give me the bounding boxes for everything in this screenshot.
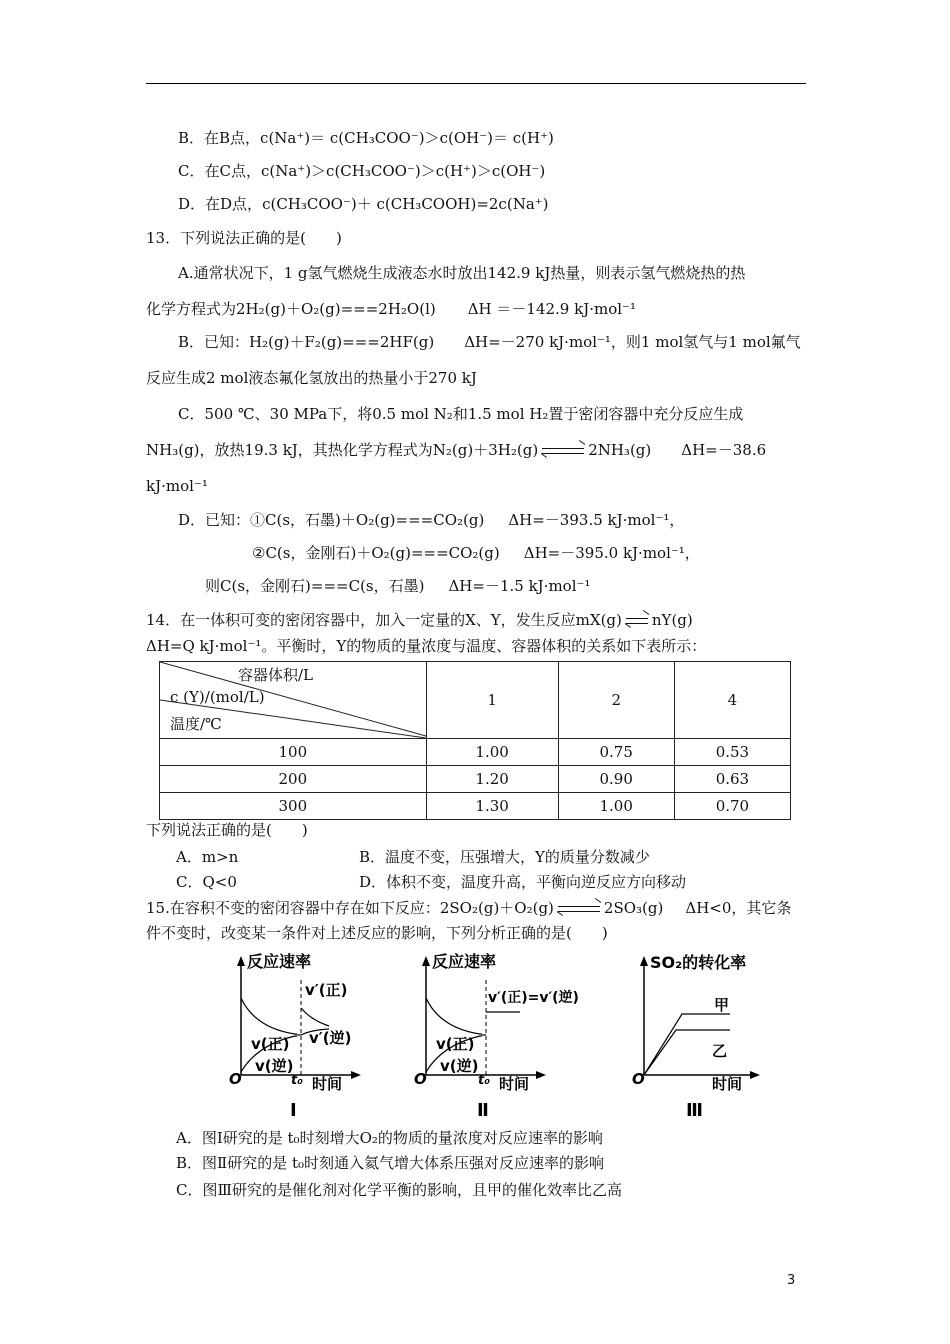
col-header: 4 xyxy=(674,662,790,739)
q13-option-c-line3: kJ·mol⁻¹ xyxy=(146,477,208,495)
q12-option-b: B．在B点，c(Na⁺)＝ c(CH₃COO⁻)＞c(OH⁻)＝ c(H⁺) xyxy=(178,129,554,147)
col-header: 1 xyxy=(426,662,558,739)
q13-option-d-line3: 则C(s，金刚石)===C(s，石墨) ΔH=－1.5 kJ·mol⁻¹ xyxy=(205,577,591,595)
fig3-ylabel: SO₂的转化率 xyxy=(650,953,747,972)
fig1-v-forward: v(正) xyxy=(251,1035,290,1053)
fig2-number: Ⅱ xyxy=(477,1100,489,1120)
table-cell: 1.20 xyxy=(426,766,558,793)
q13-option-a-line2: 化学方程式为2H₂(g)＋O₂(g)===2H₂O(l) ΔH ＝－142.9 kJ·mol⁻¹ xyxy=(146,300,636,318)
fig1-v-reverse: v(逆) xyxy=(255,1057,294,1075)
table-cell: 0.63 xyxy=(674,766,790,793)
q14-option-d: D．体积不变，温度升高，平衡向逆反应方向移动 xyxy=(359,873,687,891)
fig3-origin: O xyxy=(632,1070,645,1088)
q14-option-a: A．m>n xyxy=(176,848,239,866)
figure-1 xyxy=(225,950,400,1120)
table-cell: 1.00 xyxy=(558,793,674,820)
row-temp: 100 xyxy=(160,739,427,766)
q15-stem-line1: 15.在容积不变的密闭容器中存在如下反应：2SO₂(g)＋O₂(g) 2SO₃(g) ΔH<0，其它条 xyxy=(146,899,792,917)
row-temp: 300 xyxy=(160,793,427,820)
fig1-t0: t₀ xyxy=(291,1073,303,1088)
q13-option-a-line1: A.通常状况下，1 g氢气燃烧生成液态水时放出142.9 kJ热量，则表示氢气燃烧热的热 xyxy=(178,264,746,282)
q15-option-b: B．图Ⅱ研究的是 t₀时刻通入氦气增大体系压强对反应速率的影响 xyxy=(176,1154,605,1172)
equilibrium-arrow-icon xyxy=(626,615,648,627)
fig2-xlabel: 时间 xyxy=(499,1075,530,1093)
fig2-origin: O xyxy=(414,1070,427,1088)
fig1-origin: O xyxy=(229,1070,242,1088)
fig2-vprime-equal: v′(正)=v′(逆) xyxy=(488,990,579,1006)
q14-stem-line2: ΔH=Q kJ·mol⁻¹。平衡时，Y的物质的量浓度与温度、容器体积的关系如下表所示： xyxy=(146,637,707,655)
table-row xyxy=(160,793,791,820)
table-cell: 0.53 xyxy=(674,739,790,766)
q13-option-b-line2: 反应生成2 mol液态氟化氢放出的热量小于270 kJ xyxy=(146,369,477,387)
equilibrium-arrow-icon xyxy=(558,903,600,915)
figure-3 xyxy=(630,950,780,1120)
table-cell: 0.90 xyxy=(558,766,674,793)
header-rule xyxy=(146,83,806,84)
q13-stem: 13．下列说法正确的是( ) xyxy=(146,229,342,247)
table-row xyxy=(160,766,791,793)
q15-stem-line2: 件不变时，改变某一条件对上述反应的影响，下列分析正确的是( ) xyxy=(146,924,608,942)
figure-2 xyxy=(410,950,580,1120)
q15-option-c: C．图Ⅲ研究的是催化剂对化学平衡的影响，且甲的催化效率比乙高 xyxy=(176,1181,622,1199)
fig2-t0: t₀ xyxy=(478,1073,490,1088)
row-temp: 200 xyxy=(160,766,427,793)
table-cell: 1.00 xyxy=(426,739,558,766)
concentration-table xyxy=(159,661,791,820)
q14-option-b: B．温度不变，压强增大，Y的质量分数减少 xyxy=(359,848,650,866)
page-number: 3 xyxy=(787,1273,796,1288)
q13-option-b-line1: B．已知：H₂(g)＋F₂(g)===2HF(g) ΔH=－270 kJ·mol⁻¹，则1 mol氢气与1 mol氟气 xyxy=(178,333,801,351)
equilibrium-arrow-icon xyxy=(542,445,584,457)
table-cell: 1.30 xyxy=(426,793,558,820)
table-cell: 0.70 xyxy=(674,793,790,820)
fig3-number: Ⅲ xyxy=(686,1100,704,1120)
q14-stem-line1: 14．在一体积可变的密闭容器中，加入一定量的X、Y，发生反应mX(g) nY(g) xyxy=(146,611,693,629)
q13-option-d-line2: ②C(s，金刚石)＋O₂(g)===CO₂(g) ΔH=－395.0 kJ·mol⁻¹， xyxy=(252,544,700,562)
fig2-v-reverse: v(逆) xyxy=(440,1057,479,1075)
q12-option-c: C．在C点，c(Na⁺)＞c(CH₃COO⁻)＞c(H⁺)＞c(OH⁻) xyxy=(178,162,546,180)
header-concentration: c (Y)/(mol/L) xyxy=(170,688,265,706)
fig1-vprime-forward: v′(正) xyxy=(305,981,348,999)
fig1-xlabel: 时间 xyxy=(312,1075,343,1093)
q15-option-a: A．图Ⅰ研究的是 t₀时刻增大O₂的物质的量浓度对反应速率的影响 xyxy=(176,1129,603,1147)
table-cell: 0.75 xyxy=(558,739,674,766)
q14-option-c: C．Q<0 xyxy=(176,873,237,891)
col-header: 2 xyxy=(558,662,674,739)
q14-after: 下列说法正确的是( ) xyxy=(146,821,308,839)
table-row xyxy=(160,739,791,766)
fig1-number: Ⅰ xyxy=(290,1100,297,1120)
fig3-jia: 甲 xyxy=(714,996,730,1014)
fig3-xlabel: 时间 xyxy=(712,1075,743,1093)
header-volume: 容器体积/L xyxy=(238,666,314,684)
fig3-yi: 乙 xyxy=(712,1042,728,1060)
q13-option-c-line2: NH₃(g)，放热19.3 kJ，其热化学方程式为N₂(g)＋3H₂(g) 2NH₃(g) ΔH=－38.6 xyxy=(146,441,767,459)
fig1-ylabel: 反应速率 xyxy=(247,952,312,971)
q13-option-d-line1: D．已知：①C(s，石墨)＋O₂(g)===CO₂(g) ΔH=－393.5 kJ·mol⁻¹， xyxy=(178,511,685,529)
header-temperature: 温度/℃ xyxy=(170,715,222,733)
table-diagonal-header xyxy=(160,662,427,739)
fig1-vprime-reverse: v′(逆) xyxy=(309,1029,352,1047)
q13-option-c-line1: C．500 ℃、30 MPa下，将0.5 mol N₂和1.5 mol H₂置于密闭容器中充分反应生成 xyxy=(178,405,744,423)
fig2-v-forward: v(正) xyxy=(436,1035,475,1053)
fig2-ylabel: 反应速率 xyxy=(432,952,497,971)
q12-option-d: D．在D点，c(CH₃COO⁻)＋ c(CH₃COOH)=2c(Na⁺) xyxy=(178,195,549,213)
